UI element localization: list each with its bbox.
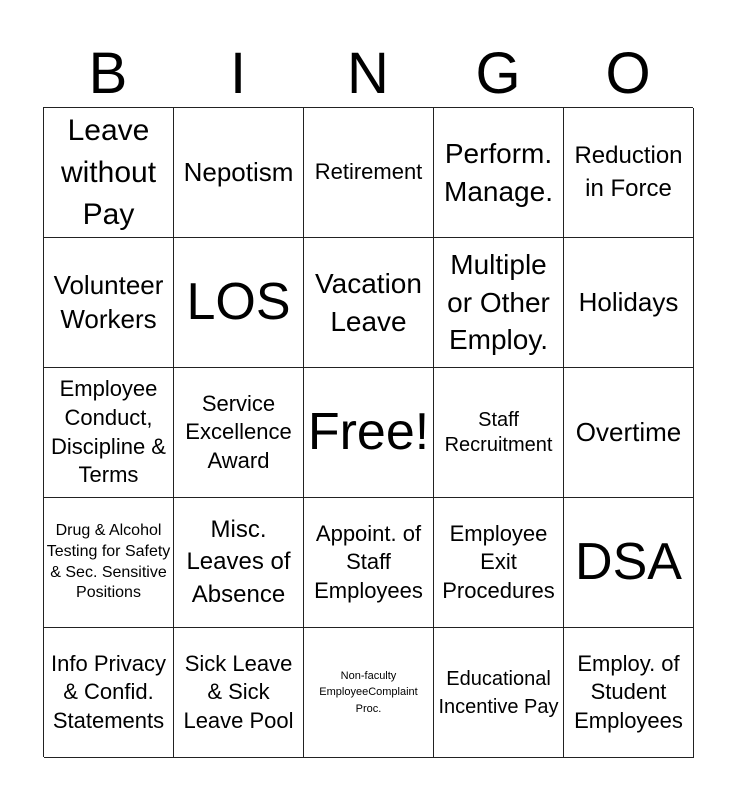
bingo-cell[interactable]: [564, 108, 694, 238]
cell-text: Drug & Alcohol Testing for Safety & Sec. Sensitive Positions: [46, 521, 171, 602]
cell-text: Employ. of Student Employees: [574, 650, 683, 733]
cell-text: Retirement: [314, 159, 423, 185]
bingo-cell[interactable]: [304, 108, 434, 238]
bingo-cell[interactable]: [304, 238, 434, 368]
bingo-card: [43, 107, 693, 757]
cell-text: LOS: [186, 272, 291, 331]
cell-text: Leave without Pay: [60, 113, 157, 231]
bingo-cell[interactable]: [434, 238, 564, 368]
header-letter-b: B: [88, 41, 128, 106]
cell-text: Vacation Leave: [315, 267, 422, 337]
bingo-cell[interactable]: [304, 628, 434, 758]
bingo-cell[interactable]: [174, 368, 304, 498]
cell-text: Appoint. of Staff Employees: [314, 520, 423, 603]
cell-text: Reduction in Force: [574, 142, 683, 202]
bingo-cell[interactable]: [44, 108, 174, 238]
cell-text: Overtime: [575, 416, 682, 447]
free-space[interactable]: [304, 368, 434, 498]
cell-text: Staff Recruitment: [444, 408, 553, 456]
bingo-cell[interactable]: [174, 108, 304, 238]
cell-text: Holidays: [578, 286, 679, 317]
bingo-cell[interactable]: [564, 628, 694, 758]
cell-text: Multiple or Other Employ.: [447, 248, 550, 356]
bingo-cell[interactable]: [434, 628, 564, 758]
header-letter-n: N: [347, 41, 389, 106]
bingo-cell[interactable]: [434, 498, 564, 628]
cell-text: Perform. Manage.: [444, 137, 553, 207]
cell-text: Service Excellence Award: [185, 390, 292, 473]
header-letter-g: G: [475, 41, 521, 106]
cell-text: Volunteer Workers: [53, 269, 164, 334]
bingo-cell[interactable]: [564, 368, 694, 498]
bingo-cell[interactable]: [174, 498, 304, 628]
cell-text: Employee Conduct, Discipline & Terms: [51, 376, 166, 488]
bingo-header: [43, 40, 693, 108]
bingo-cell[interactable]: [44, 628, 174, 758]
cell-text: Info Privacy & Confid. Statements: [51, 650, 166, 733]
bingo-cell[interactable]: [564, 238, 694, 368]
bingo-cell[interactable]: [44, 368, 174, 498]
bingo-cell[interactable]: [434, 108, 564, 238]
cell-text: Misc. Leaves of Absence: [186, 515, 291, 608]
cell-text: Non-faculty EmployeeComplaint Proc.: [319, 669, 418, 715]
cell-text: Educational Incentive Pay: [438, 667, 559, 718]
bingo-cell[interactable]: [174, 238, 304, 368]
cell-text: Employee Exit Procedures: [442, 520, 555, 603]
bingo-cell[interactable]: [44, 498, 174, 628]
bingo-cell[interactable]: [304, 498, 434, 628]
cell-text: Nepotism: [183, 156, 294, 187]
bingo-cell[interactable]: [434, 368, 564, 498]
header-letter-i: I: [229, 41, 247, 106]
cell-text: Sick Leave & Sick Leave Pool: [183, 650, 294, 733]
cell-text: DSA: [575, 532, 682, 591]
bingo-cell[interactable]: [44, 238, 174, 368]
header-letter-o: O: [605, 41, 651, 106]
cell-text: Free!: [307, 402, 430, 461]
bingo-cell[interactable]: [174, 628, 304, 758]
bingo-cell[interactable]: [564, 498, 694, 628]
